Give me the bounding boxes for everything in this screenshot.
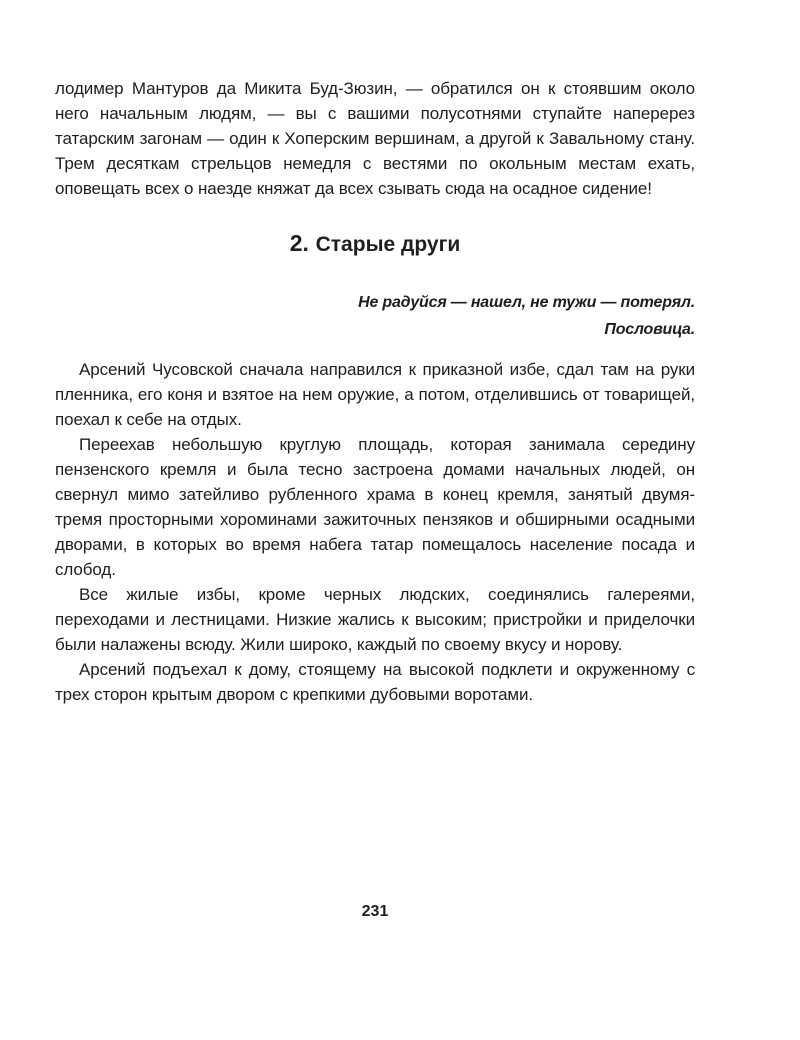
- chapter-heading: [55, 230, 695, 258]
- paragraph: Переехав небольшую круглую площадь, которая занимала середину пензенского кремля и была тесно застроена домами начальных людей, он свернул мимо затейливо рубленного храма в конец кремля, занятый двумя-тремя просторными хороминами зажиточных пензяков и обширными осадными дворами, в которых во время набега татар помещалось население посада и слобод.: [55, 435, 695, 579]
- page-number: 231: [361, 903, 389, 920]
- epigraph: [55, 289, 695, 343]
- body-text: [55, 357, 695, 707]
- paragraph: Арсений подъехал к дому, стоящему на высокой подклети и окруженному с трех сторон крытым двором с крепкими дубовыми воротами.: [55, 660, 695, 704]
- text-block: [55, 76, 695, 707]
- paragraph: Все жилые избы, кроме черных людских, соединялись галереями, переходами и лестницами. Низкие жались к высоким; пристройки и приделочки были налажены всюду. Жили широко, каждый по своему вкусу и норову.: [55, 585, 695, 654]
- chapter-number: 2.: [289, 230, 309, 256]
- continuation-paragraph: лодимер Мантуров да Микита Буд-Зюзин, — обратился он к стоявшим около него начальным людям, — вы с вашими полусотнями ступайте наперерез татарским загонам — один к Хоперским вершинам, а другой к Завальному стану. Трем десяткам стрельцов немедля с вестями по окольным местам ехать, оповещать всех о наезде княжат да всех сзывать сюда на осадное сидение!: [55, 79, 695, 198]
- epigraph-text: Не радуйся — нашел, не тужи — потерял.: [358, 294, 695, 311]
- paragraph: Арсений Чусовской сначала направился к приказной избе, сдал там на руки пленника, его коня и взятое на нем оружие, а потом, отделившись от товарищей, поехал к себе на отдых.: [55, 360, 695, 429]
- epigraph-attribution: Пословица.: [604, 321, 695, 338]
- chapter-title: Старые други: [315, 233, 461, 256]
